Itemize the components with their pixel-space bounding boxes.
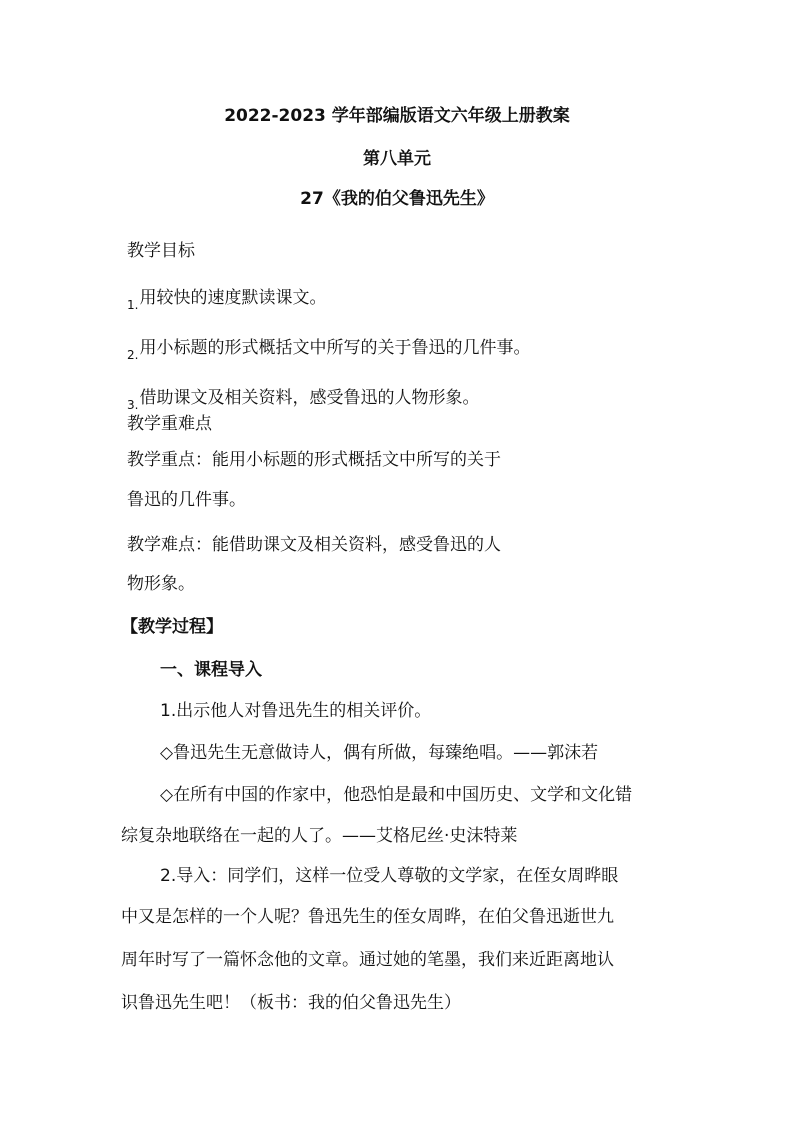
key-point-line-2: 鲁迅的几件事。 [127,490,246,510]
step-2-line-2: 中又是怎样的一个人呢？鲁迅先生的侄女周晔，在伯父鲁迅逝世九 [121,907,614,927]
step-2-line-4: 识鲁迅先生吧！（板书：我的伯父鲁迅先生） [121,993,461,1013]
step-2-line-3: 周年时写了一篇怀念他的文章。通过她的笔墨，我们来近距离地认 [121,950,614,970]
goal-text: 用小标题的形式概括文中所写的关于鲁迅的几件事。 [139,338,531,358]
step-1: 1.出示他人对鲁迅先生的相关评价。 [160,701,432,721]
goal-number: 3. [127,398,139,412]
process-heading: 【教学过程】 [121,617,223,637]
goal-text: 用较快的速度默读课文。 [139,288,327,308]
key-difficult-heading: 教学重难点 [127,414,212,434]
step-2-line-1: 2.导入：同学们，这样一位受人尊敬的文学家，在侄女周晔眼 [160,866,619,886]
difficult-point-line-1: 教学难点：能借助课文及相关资料，感受鲁迅的人 [127,535,501,555]
goal-item-1 [127,288,327,312]
unit-title: 第八单元 [363,149,431,169]
lesson-title: 27《我的伯父鲁迅先生》 [300,189,494,209]
difficult-point-line-2: 物形象。 [127,574,195,594]
goal-item-2 [127,338,531,362]
document-title: 2022-2023 学年部编版语文六年级上册教案 [224,106,570,126]
quote-smedley-line-1: ◇在所有中国的作家中，他恐怕是最和中国历史、文学和文化错 [160,785,633,805]
quote-smedley-line-2: 综复杂地联络在一起的人了。——艾格尼丝·史沫特莱 [121,826,518,846]
goal-number: 1. [127,298,139,312]
goals-heading: 教学目标 [127,241,195,261]
section-heading-intro: 一、课程导入 [160,660,262,680]
goal-text: 借助课文及相关资料，感受鲁迅的人物形象。 [139,388,480,408]
key-point-line-1: 教学重点：能用小标题的形式概括文中所写的关于 [127,450,501,470]
goal-number: 2. [127,348,139,362]
goal-item-3 [127,388,480,412]
quote-guo-moruo: ◇鲁迅先生无意做诗人，偶有所做，每臻绝唱。——郭沫若 [160,743,599,763]
